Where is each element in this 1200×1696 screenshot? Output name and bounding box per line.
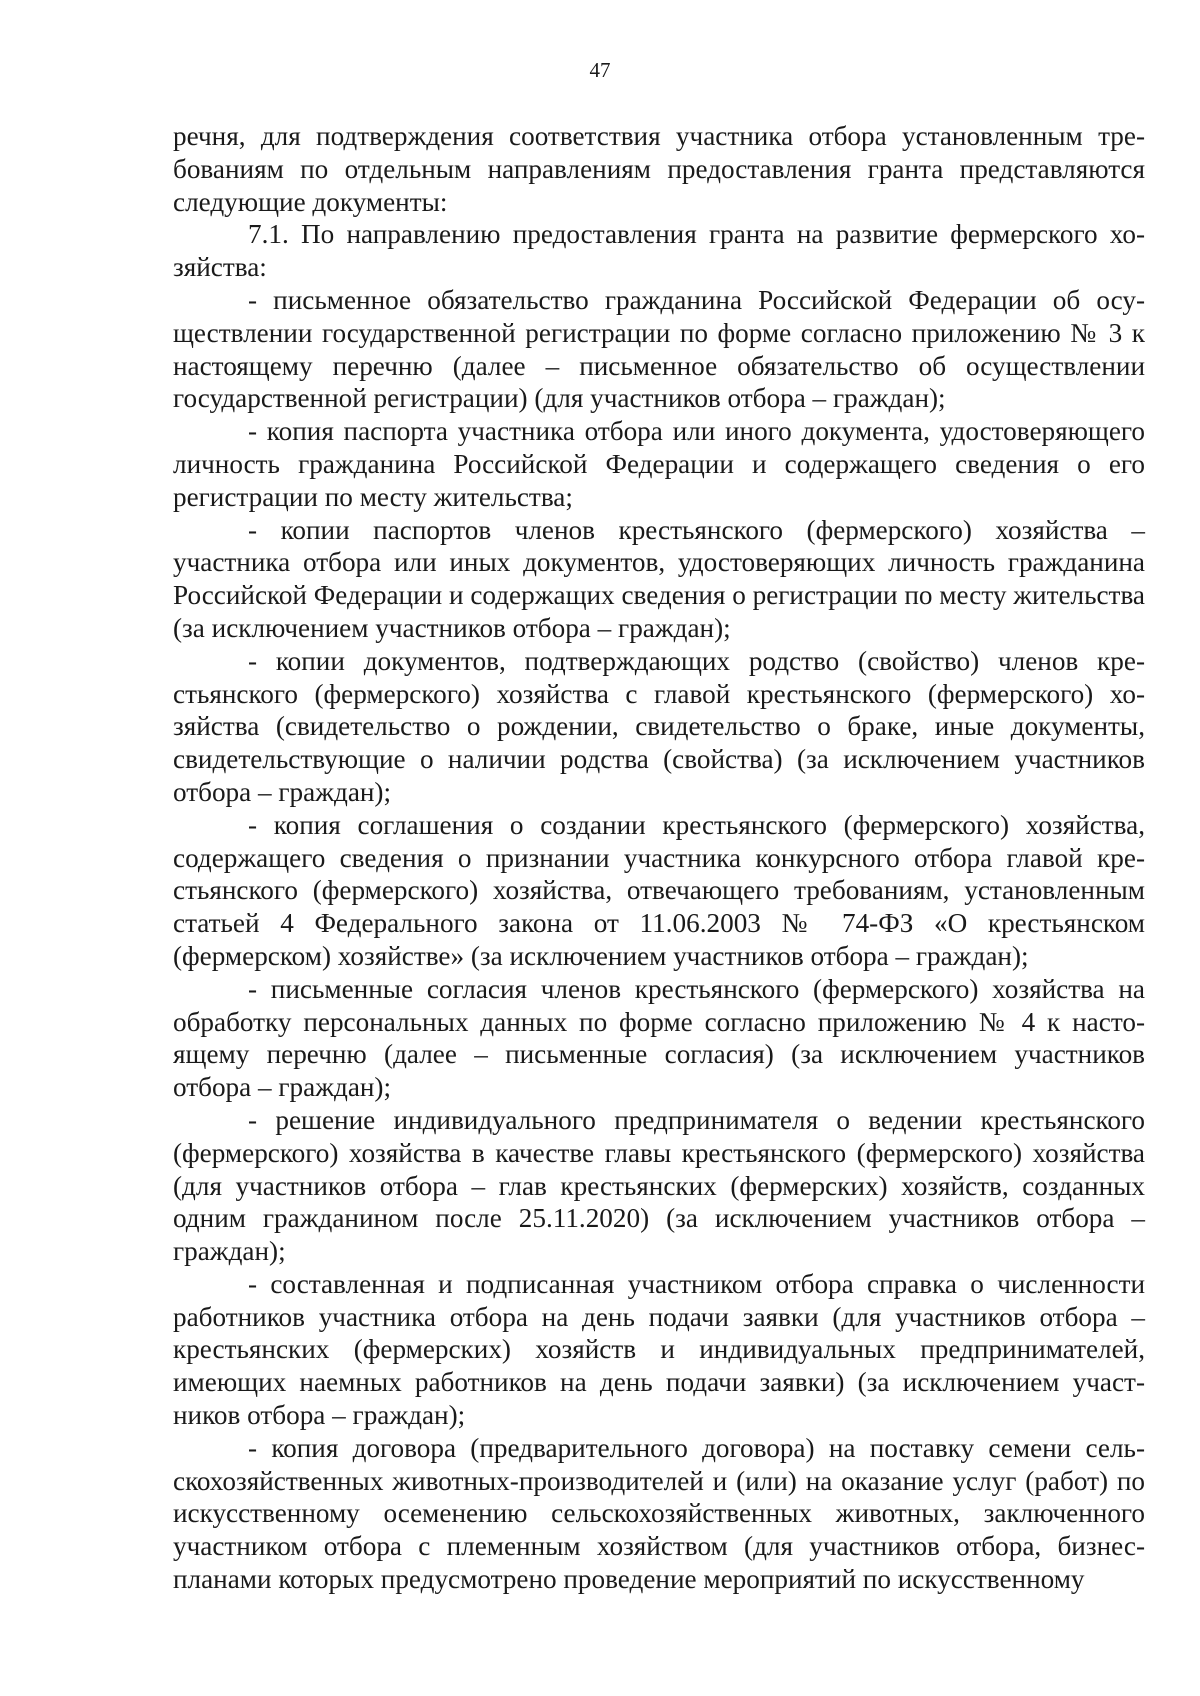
section-heading-7-1: 7.1. По направлению предоставления гранта на развитие фермерского хозяйства:: [173, 219, 1145, 283]
list-item: - копии документов, подтверждающих родство (свойство) членов крестьянского (фермерского) хозяйства с главой крестьянского (фермерского) хозяйства (свидетельство о рождении, свидетельство о браке, иные документы, свидетельствующие о наличии родства (свойства) (за исключением участников отбора – граждан);: [173, 645, 1145, 807]
list-item: - копия паспорта участника отбора или иного документа, удостоверяющего личность гражданина Российской Федерации и содержащего сведения о его регистрации по месту жительства;: [173, 416, 1145, 512]
list-item: - копия соглашения о создании крестьянского (фермерского) хозяйства, содержащего сведения о признании участника конкурсного отбора главой крестьянского (фермерского) хозяйства, отвечающего требованиям, установленным статьей 4 Федерального закона от 11.06.2003 № 74-ФЗ «О крестьянском (фермерском) хозяйстве» (за исключением участников отбора – граждан);: [173, 809, 1145, 971]
page-number: 47: [589, 58, 611, 82]
list-item: - письменные согласия членов крестьянского (фермерского) хозяйства на обработку персональных данных по форме согласно приложению № 4 к настоящему перечню (далее – письменные согласия) (за исключением участников отбора – граждан);: [173, 973, 1145, 1103]
list-item: - копия договора (предварительного договора) на поставку семени сельскохозяйственных животных-производителей и (или) на оказание услуг (работ) по искусственному осеменению сельскохозяйственных животных, заключенного участником отбора с племенным хозяйством (для участников отбора, бизнес-планами которых предусмотрено проведение мероприятий по искусственному: [173, 1432, 1145, 1595]
list-item: - копии паспортов членов крестьянского (фермерского) хозяйства – участника отбора или иных документов, удостоверяющих личность гражданина Российской Федерации и содержащих сведения о регистрации по месту жительства (за исключением участников отбора – граждан);: [173, 514, 1145, 643]
list-item: - решение индивидуального предпринимателя о ведении крестьянского (фермерского) хозяйства в качестве главы крестьянского (фермерского) хозяйства (для участников отбора – глав крестьянских (фермерских) хозяйств, созданных одним гражданином после 25.11.2020) (за исключением участников отбора – граждан);: [173, 1104, 1145, 1267]
list-item: - письменное обязательство гражданина Российской Федерации об осуществлении государственной регистрации по форме согласно приложению № 3 к настоящему перечню (далее – письменное обязательство об осуществлении государственной регистрации) (для участников отбора – граждан);: [173, 284, 1145, 414]
paragraph-continuation: речня, для подтверждения соответствия участника отбора установленным требованиям по отдельным направлениям предоставления гранта представляются следующие документы:: [173, 121, 1145, 217]
list-item: - составленная и подписанная участником отбора справка о численности работников участника отбора на день подачи заявки (для участников отбора – крестьянских (фермерских) хозяйств и индивидуальных предпринимателей, имеющих наемных работников на день подачи заявки) (за исключением участников отбора – граждан);: [173, 1268, 1145, 1431]
document-body: [173, 120, 1145, 1596]
